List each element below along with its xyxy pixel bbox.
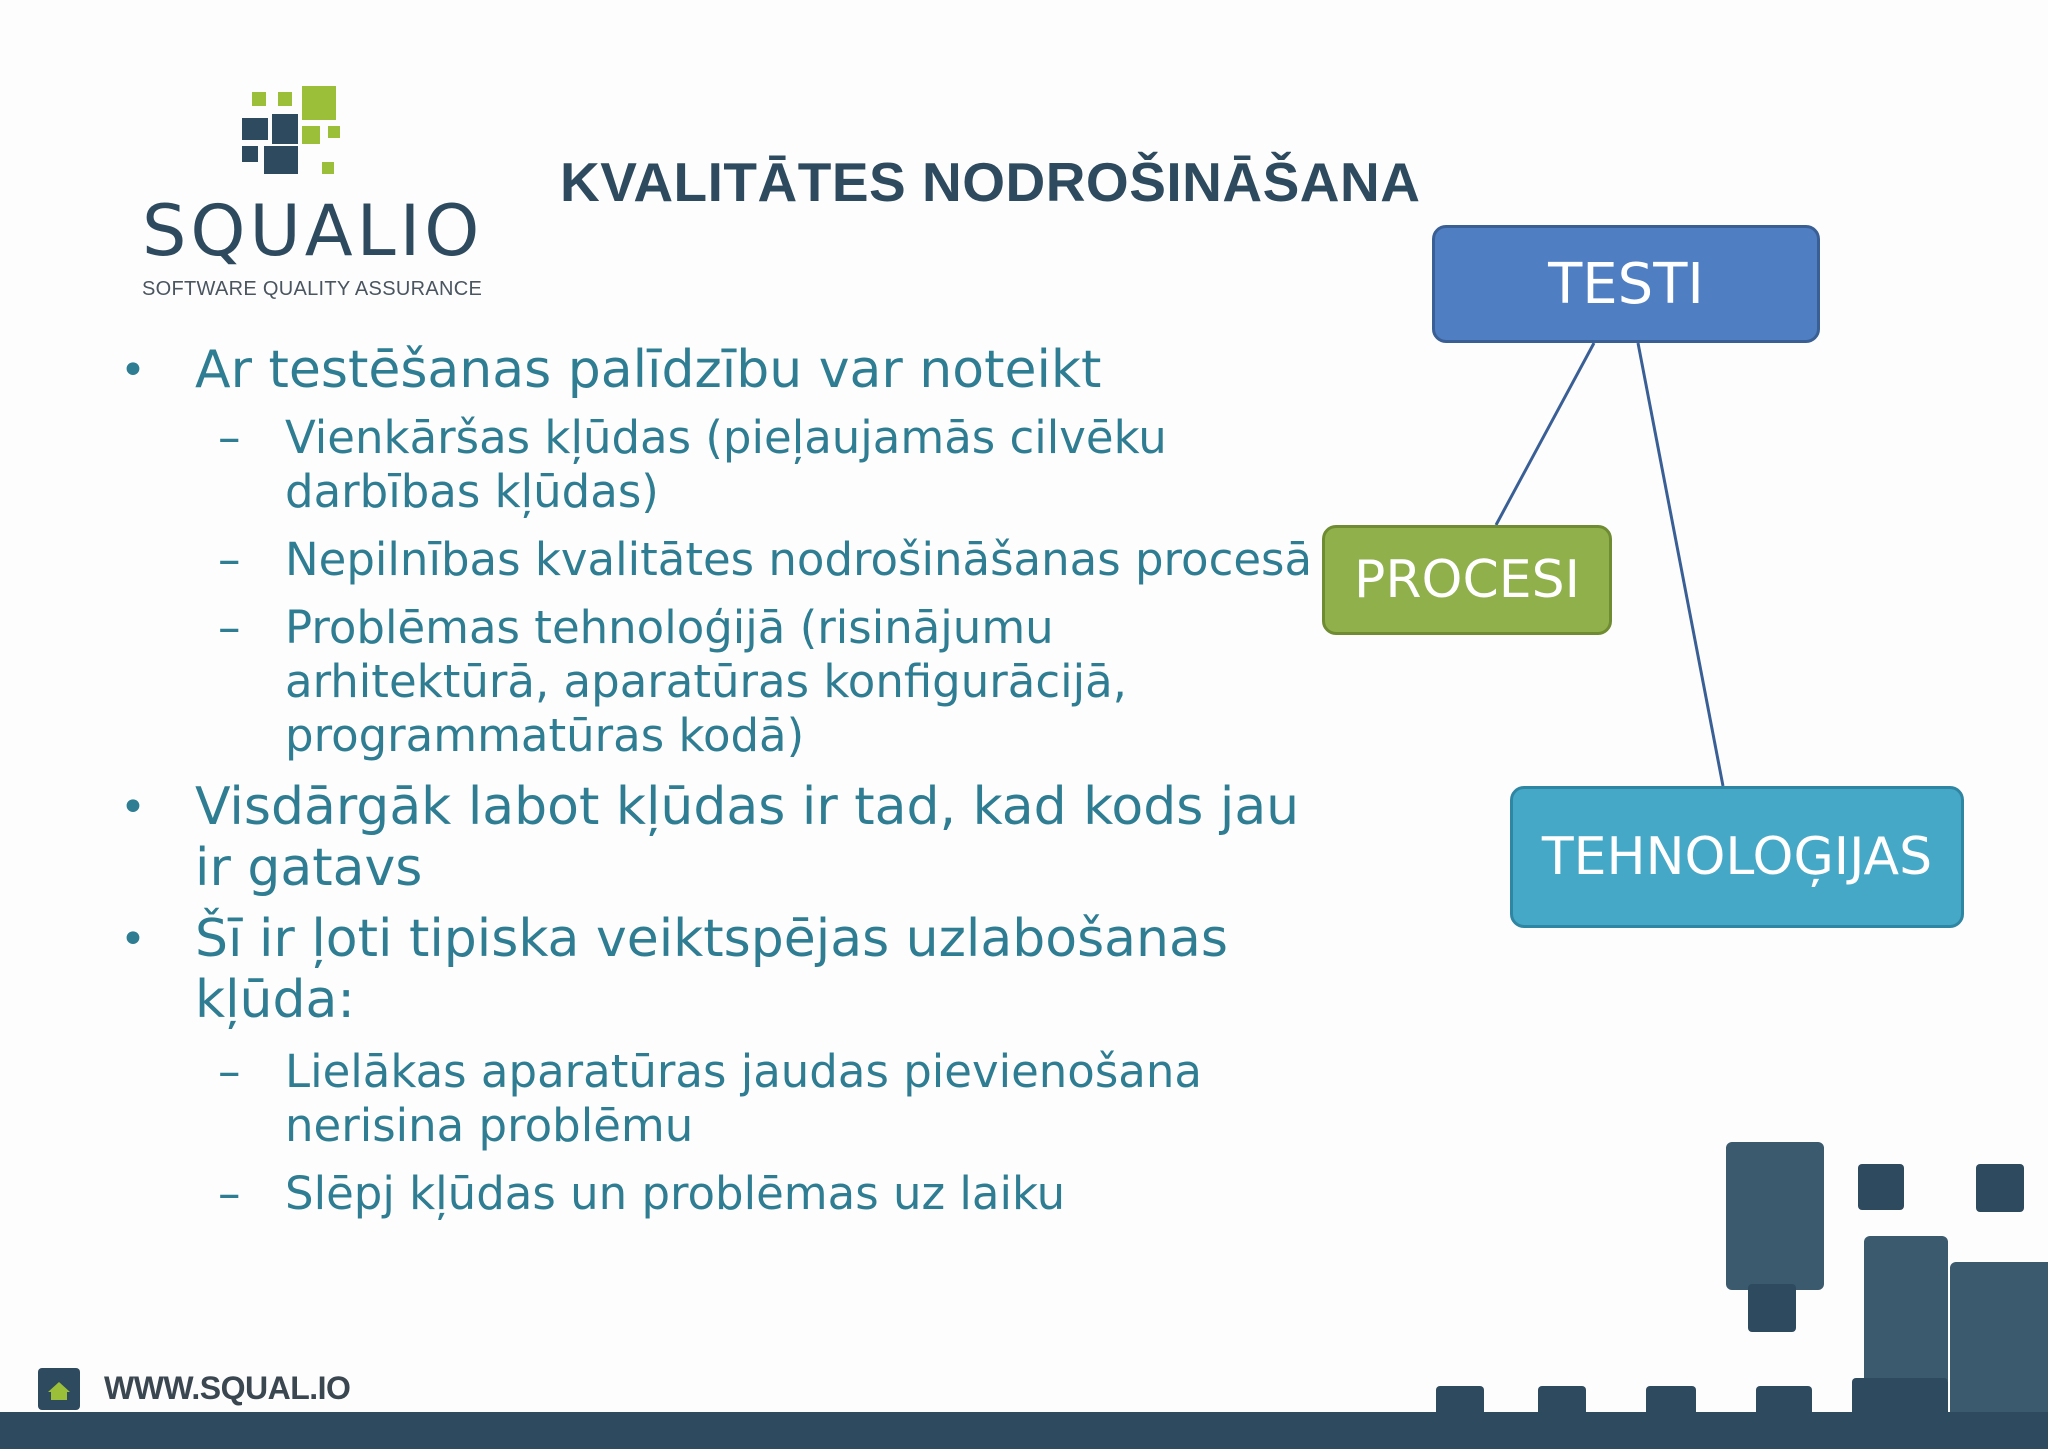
bullet-dot-icon: • bbox=[120, 914, 146, 965]
logo-wordmark: SQUALIO bbox=[142, 190, 484, 272]
logo-tagline: SOFTWARE QUALITY ASSURANCE bbox=[142, 278, 483, 300]
dash-icon: – bbox=[218, 1045, 241, 1098]
sub-bullet-text: Lielākas aparatūras jaudas pievienošana nerisina problēmu bbox=[285, 1045, 1202, 1152]
sub-bullet-text: Problēmas tehnoloģijā (risinājumu arhitektūrā, aparatūras konfigurācijā, programmatūras kodā) bbox=[285, 601, 1127, 762]
footer-bar bbox=[0, 1412, 2048, 1449]
bullet-text: Šī ir ļoti tipiska veiktspējas uzlabošanas kļūda: bbox=[195, 909, 1228, 1030]
node-procesi: PROCESI bbox=[1322, 525, 1612, 635]
bullet-dot-icon: • bbox=[120, 345, 146, 396]
sub-bullet-text: Nepilnības kvalitātes nodrošināšanas procesā bbox=[285, 533, 1313, 586]
sub-bullet-text: Vienkāršas kļūdas (pieļaujamās cilvēku darbības kļūdas) bbox=[285, 411, 1167, 518]
sub-bullet-text: Slēpj kļūdas un problēmas uz laiku bbox=[285, 1167, 1066, 1220]
connector-line bbox=[1638, 343, 1723, 786]
bullet-text: Ar testēšanas palīdzību var noteikt bbox=[195, 340, 1102, 400]
dash-icon: – bbox=[218, 1167, 241, 1220]
connector-line bbox=[1496, 343, 1594, 525]
slide-title: KVALITĀTES NODROŠINĀŠANA bbox=[560, 151, 1421, 213]
home-icon[interactable] bbox=[38, 1368, 80, 1410]
bullet-text: Visdārgāk labot kļūdas ir tad, kad kods jau ir gatavs bbox=[195, 777, 1300, 898]
node-tehnologijas: TEHNOLOĢIJAS bbox=[1510, 786, 1964, 928]
dash-icon: – bbox=[218, 411, 241, 464]
node-testi: TESTI bbox=[1432, 225, 1820, 343]
dash-icon: – bbox=[218, 533, 241, 586]
bullet-dot-icon: • bbox=[120, 782, 146, 833]
dash-icon: – bbox=[218, 601, 241, 654]
footer-website-link[interactable]: WWW.SQUAL.IO bbox=[104, 1370, 351, 1406]
